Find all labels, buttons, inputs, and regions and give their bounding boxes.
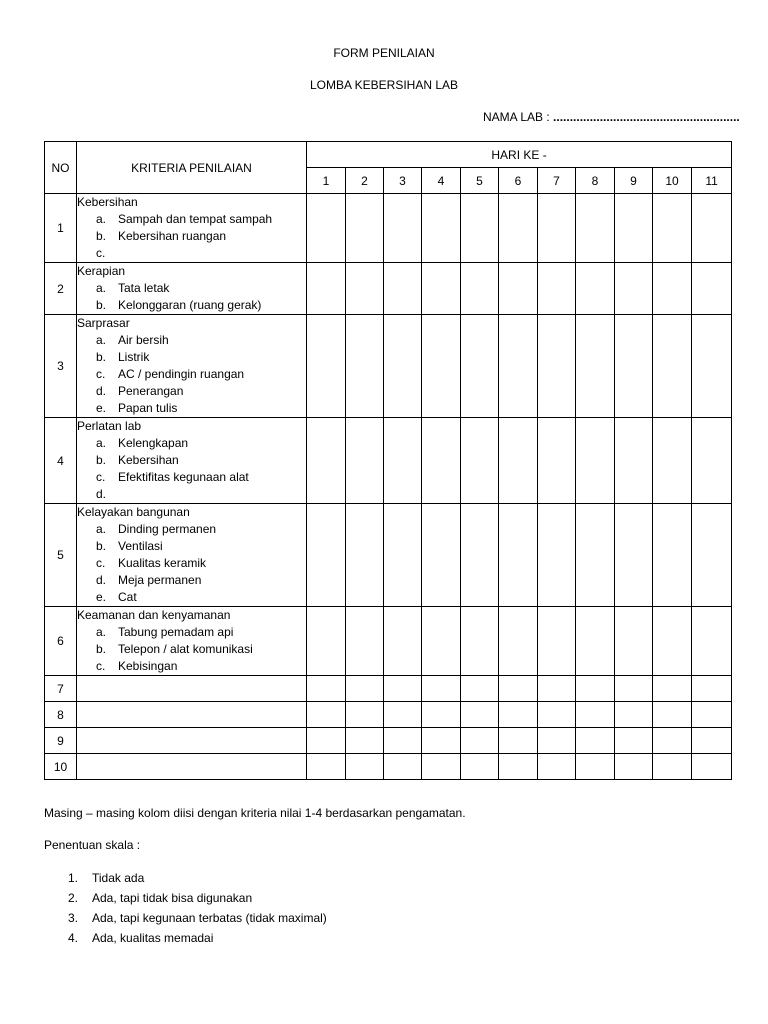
criteria-item-text: Kelengkapan	[118, 436, 189, 450]
criteria-item-letter: a.	[96, 333, 107, 347]
criteria-item-letter: a.	[96, 212, 107, 226]
score-cell[interactable]	[538, 315, 576, 418]
criteria-item-letter: a.	[96, 625, 107, 639]
criteria-item	[77, 658, 306, 675]
score-cell[interactable]	[307, 754, 346, 780]
criteria-item-text: Efektifitas kegunaan alat	[118, 470, 249, 484]
header-day-5: 5	[461, 168, 499, 194]
table-row	[45, 194, 732, 263]
criteria-item	[77, 452, 306, 469]
score-cell[interactable]	[653, 263, 692, 315]
score-cell[interactable]	[384, 728, 422, 754]
header-day-11: 11	[692, 168, 732, 194]
score-cell[interactable]	[346, 504, 384, 607]
score-cell[interactable]	[384, 194, 422, 263]
criteria-cell	[77, 607, 307, 676]
score-cell[interactable]	[576, 728, 615, 754]
criteria-item	[77, 332, 306, 349]
scale-item-text: Ada, tapi tidak bisa digunakan	[92, 891, 253, 905]
criteria-item	[77, 641, 306, 658]
score-cell[interactable]	[346, 728, 384, 754]
score-cell[interactable]	[692, 194, 732, 263]
score-cell[interactable]	[538, 504, 576, 607]
score-cell[interactable]	[615, 315, 653, 418]
score-cell[interactable]	[653, 194, 692, 263]
row-number: 3	[45, 315, 77, 418]
criteria-cell	[77, 315, 307, 418]
criteria-item-text: Listrik	[118, 350, 150, 364]
score-cell[interactable]	[422, 607, 461, 676]
row-number: 9	[45, 728, 77, 754]
score-cell[interactable]	[499, 315, 538, 418]
criteria-item-text: Meja permanen	[118, 573, 202, 587]
scale-item-text: Ada, tapi kegunaan terbatas (tidak maximal)	[92, 911, 327, 925]
score-cell[interactable]	[384, 754, 422, 780]
score-cell[interactable]	[461, 728, 499, 754]
scale-list	[44, 868, 327, 948]
score-cell[interactable]	[346, 263, 384, 315]
nama-lab-field	[483, 110, 740, 124]
scale-item-number: 4.	[68, 931, 79, 945]
criteria-item-text: Kebisingan	[118, 659, 178, 673]
score-cell[interactable]	[615, 676, 653, 702]
score-cell[interactable]	[346, 418, 384, 504]
score-cell[interactable]	[538, 263, 576, 315]
header-day-6: 6	[499, 168, 538, 194]
score-cell[interactable]	[422, 728, 461, 754]
criteria-item	[77, 245, 306, 262]
score-cell[interactable]	[422, 315, 461, 418]
row-number: 2	[45, 263, 77, 315]
score-cell[interactable]	[307, 607, 346, 676]
criteria-item-letter: c.	[96, 659, 106, 673]
score-cell[interactable]	[346, 676, 384, 702]
score-cell[interactable]	[499, 728, 538, 754]
nama-lab-blank: ........................................................	[549, 110, 740, 124]
score-cell[interactable]	[422, 754, 461, 780]
score-cell[interactable]	[653, 504, 692, 607]
score-cell[interactable]	[384, 504, 422, 607]
criteria-item	[77, 366, 306, 383]
form-title: FORM PENILAIAN	[333, 46, 435, 60]
score-cell[interactable]	[615, 607, 653, 676]
nama-lab-label: NAMA LAB :	[483, 110, 550, 124]
score-cell[interactable]	[538, 702, 576, 728]
criteria-item	[77, 349, 306, 366]
table-row	[45, 728, 732, 754]
criteria-item	[77, 521, 306, 538]
criteria-cell	[77, 194, 307, 263]
score-cell[interactable]	[307, 315, 346, 418]
score-cell[interactable]	[461, 194, 499, 263]
score-cell[interactable]	[422, 263, 461, 315]
score-cell[interactable]	[461, 754, 499, 780]
score-cell[interactable]	[692, 315, 732, 418]
score-cell[interactable]	[346, 607, 384, 676]
table-row	[45, 504, 732, 607]
criteria-item-letter: b.	[96, 350, 107, 364]
score-cell[interactable]	[384, 418, 422, 504]
table-header-row	[45, 142, 732, 168]
score-cell[interactable]	[499, 702, 538, 728]
criteria-title: Kelayakan bangunan	[77, 505, 190, 519]
criteria-item-letter: a.	[96, 522, 107, 536]
score-cell[interactable]	[576, 315, 615, 418]
criteria-item-letter: b.	[96, 298, 107, 312]
score-cell[interactable]	[461, 676, 499, 702]
instruction-text: Masing – masing kolom diisi dengan kriteria nilai 1-4 berdasarkan pengamatan.	[44, 806, 466, 820]
criteria-cell	[77, 418, 307, 504]
criteria-item-text: Dinding permanen	[118, 522, 217, 536]
table-row	[45, 315, 732, 418]
header-day-9: 9	[615, 168, 653, 194]
criteria-item	[77, 589, 306, 606]
scale-item-text: Ada, kualitas memadai	[92, 931, 214, 945]
criteria-item	[77, 572, 306, 589]
table-row	[45, 702, 732, 728]
scale-label: Penentuan skala :	[44, 838, 141, 852]
criteria-item-letter: b.	[96, 539, 107, 553]
score-cell[interactable]	[653, 418, 692, 504]
header-kriteria: KRITERIA PENILAIAN	[77, 142, 307, 194]
criteria-item	[77, 280, 306, 297]
score-cell[interactable]	[499, 676, 538, 702]
score-cell[interactable]	[307, 194, 346, 263]
criteria-title: Kerapian	[77, 264, 126, 278]
criteria-item-letter: e.	[96, 401, 107, 415]
scale-item-number: 2.	[68, 891, 79, 905]
table-row	[45, 418, 732, 504]
score-cell[interactable]	[538, 194, 576, 263]
score-cell[interactable]	[576, 418, 615, 504]
score-cell[interactable]	[653, 754, 692, 780]
table-row	[45, 676, 732, 702]
criteria-item-text: Papan tulis	[118, 401, 178, 415]
criteria-cell	[77, 728, 307, 754]
row-number: 1	[45, 194, 77, 263]
score-cell[interactable]	[384, 315, 422, 418]
criteria-item	[77, 297, 306, 314]
score-cell[interactable]	[615, 702, 653, 728]
score-cell[interactable]	[615, 504, 653, 607]
row-number: 7	[45, 676, 77, 702]
header-no: NO	[45, 142, 77, 194]
score-cell[interactable]	[422, 702, 461, 728]
table-row	[45, 263, 732, 315]
criteria-item	[77, 486, 306, 503]
criteria-item-text: Sampah dan tempat sampah	[118, 212, 273, 226]
criteria-item	[77, 538, 306, 555]
score-cell[interactable]	[576, 263, 615, 315]
criteria-title: Perlatan lab	[77, 419, 142, 433]
score-cell[interactable]	[461, 702, 499, 728]
criteria-item-text: Kebersihan	[118, 453, 179, 467]
score-cell[interactable]	[615, 728, 653, 754]
criteria-item-letter: c.	[96, 246, 106, 260]
score-cell[interactable]	[538, 728, 576, 754]
header-day-7: 7	[538, 168, 576, 194]
score-cell[interactable]	[384, 702, 422, 728]
score-cell[interactable]	[461, 504, 499, 607]
score-cell[interactable]	[692, 263, 732, 315]
score-cell[interactable]	[422, 676, 461, 702]
score-cell[interactable]	[307, 676, 346, 702]
score-cell[interactable]	[422, 194, 461, 263]
score-cell[interactable]	[538, 607, 576, 676]
score-cell[interactable]	[346, 194, 384, 263]
criteria-item-letter: b.	[96, 229, 107, 243]
header-day-3: 3	[384, 168, 422, 194]
criteria-item-letter: d.	[96, 573, 107, 587]
criteria-item-letter: c.	[96, 470, 106, 484]
scale-item	[44, 888, 327, 908]
criteria-item-text: Penerangan	[118, 384, 184, 398]
score-cell[interactable]	[346, 754, 384, 780]
score-cell[interactable]	[615, 418, 653, 504]
row-number: 5	[45, 504, 77, 607]
criteria-item	[77, 469, 306, 486]
header-day-2: 2	[346, 168, 384, 194]
assessment-table	[44, 141, 732, 780]
score-cell[interactable]	[692, 728, 732, 754]
criteria-item-letter: c.	[96, 367, 106, 381]
criteria-item-letter: b.	[96, 453, 107, 467]
criteria-item	[77, 211, 306, 228]
score-cell[interactable]	[576, 754, 615, 780]
header-day-10: 10	[653, 168, 692, 194]
score-cell[interactable]	[576, 194, 615, 263]
score-cell[interactable]	[615, 754, 653, 780]
score-cell[interactable]	[538, 754, 576, 780]
score-cell[interactable]	[499, 263, 538, 315]
score-cell[interactable]	[499, 194, 538, 263]
criteria-item-text: Ventilasi	[118, 539, 163, 553]
score-cell[interactable]	[653, 607, 692, 676]
scale-item-text: Tidak ada	[92, 871, 145, 885]
score-cell[interactable]	[692, 702, 732, 728]
score-cell[interactable]	[307, 418, 346, 504]
score-cell[interactable]	[615, 263, 653, 315]
criteria-cell	[77, 263, 307, 315]
criteria-item	[77, 555, 306, 572]
criteria-item	[77, 228, 306, 245]
score-cell[interactable]	[653, 676, 692, 702]
criteria-item-letter: b.	[96, 642, 107, 656]
score-cell[interactable]	[499, 607, 538, 676]
criteria-item-letter: a.	[96, 436, 107, 450]
score-cell[interactable]	[576, 504, 615, 607]
criteria-cell	[77, 754, 307, 780]
score-cell[interactable]	[384, 263, 422, 315]
criteria-item-text: Kualitas keramik	[118, 556, 207, 570]
score-cell[interactable]	[307, 702, 346, 728]
header-day-4: 4	[422, 168, 461, 194]
score-cell[interactable]	[576, 607, 615, 676]
score-cell[interactable]	[422, 504, 461, 607]
criteria-title: Sarprasar	[77, 316, 130, 330]
row-number: 8	[45, 702, 77, 728]
criteria-cell	[77, 504, 307, 607]
criteria-item-text: Telepon / alat komunikasi	[118, 642, 253, 656]
score-cell[interactable]	[653, 728, 692, 754]
score-cell[interactable]	[615, 194, 653, 263]
criteria-item	[77, 435, 306, 452]
criteria-item-letter: a.	[96, 281, 107, 295]
criteria-item-letter: d.	[96, 487, 107, 501]
score-cell[interactable]	[653, 702, 692, 728]
score-cell[interactable]	[538, 676, 576, 702]
criteria-title: Kebersihan	[77, 195, 138, 209]
scale-item	[44, 868, 327, 888]
header-hari: HARI KE -	[307, 142, 732, 168]
criteria-title: Keamanan dan kenyamanan	[77, 608, 231, 622]
score-cell[interactable]	[653, 315, 692, 418]
criteria-item-text: Tabung pemadam api	[118, 625, 234, 639]
criteria-item-text: Air bersih	[118, 333, 169, 347]
score-cell[interactable]	[692, 607, 732, 676]
score-cell[interactable]	[692, 504, 732, 607]
criteria-item-text: Kelonggaran (ruang gerak)	[118, 298, 262, 312]
row-number: 4	[45, 418, 77, 504]
row-number: 10	[45, 754, 77, 780]
score-cell[interactable]	[499, 418, 538, 504]
criteria-cell	[77, 702, 307, 728]
criteria-item-text: Kebersihan ruangan	[118, 229, 227, 243]
score-cell[interactable]	[461, 607, 499, 676]
score-cell[interactable]	[538, 418, 576, 504]
score-cell[interactable]	[692, 676, 732, 702]
criteria-item-text: AC / pendingin ruangan	[118, 367, 245, 381]
score-cell[interactable]	[384, 676, 422, 702]
score-cell[interactable]	[346, 315, 384, 418]
criteria-item	[77, 383, 306, 400]
score-cell[interactable]	[576, 676, 615, 702]
score-cell[interactable]	[461, 315, 499, 418]
score-cell[interactable]	[692, 754, 732, 780]
header-day-8: 8	[576, 168, 615, 194]
scale-item-number: 3.	[68, 911, 79, 925]
criteria-item	[77, 400, 306, 417]
criteria-item-letter: e.	[96, 590, 107, 604]
criteria-item-text: Cat	[118, 590, 137, 604]
criteria-item-text: Tata letak	[118, 281, 170, 295]
table-row	[45, 607, 732, 676]
score-cell[interactable]	[346, 702, 384, 728]
criteria-item-letter: c.	[96, 556, 106, 570]
score-cell[interactable]	[461, 263, 499, 315]
criteria-cell	[77, 676, 307, 702]
score-cell[interactable]	[499, 754, 538, 780]
score-cell[interactable]	[461, 418, 499, 504]
criteria-item-letter: d.	[96, 384, 107, 398]
scale-item	[44, 908, 327, 928]
score-cell[interactable]	[307, 504, 346, 607]
score-cell[interactable]	[422, 418, 461, 504]
score-cell[interactable]	[576, 702, 615, 728]
header-day-1: 1	[307, 168, 346, 194]
score-cell[interactable]	[307, 728, 346, 754]
score-cell[interactable]	[307, 263, 346, 315]
form-subtitle: LOMBA KEBERSIHAN LAB	[309, 78, 459, 92]
scale-item	[44, 928, 327, 948]
table-row	[45, 754, 732, 780]
scale-item-number: 1.	[68, 871, 79, 885]
score-cell[interactable]	[384, 607, 422, 676]
criteria-item	[77, 624, 306, 641]
score-cell[interactable]	[499, 504, 538, 607]
row-number: 6	[45, 607, 77, 676]
score-cell[interactable]	[692, 418, 732, 504]
